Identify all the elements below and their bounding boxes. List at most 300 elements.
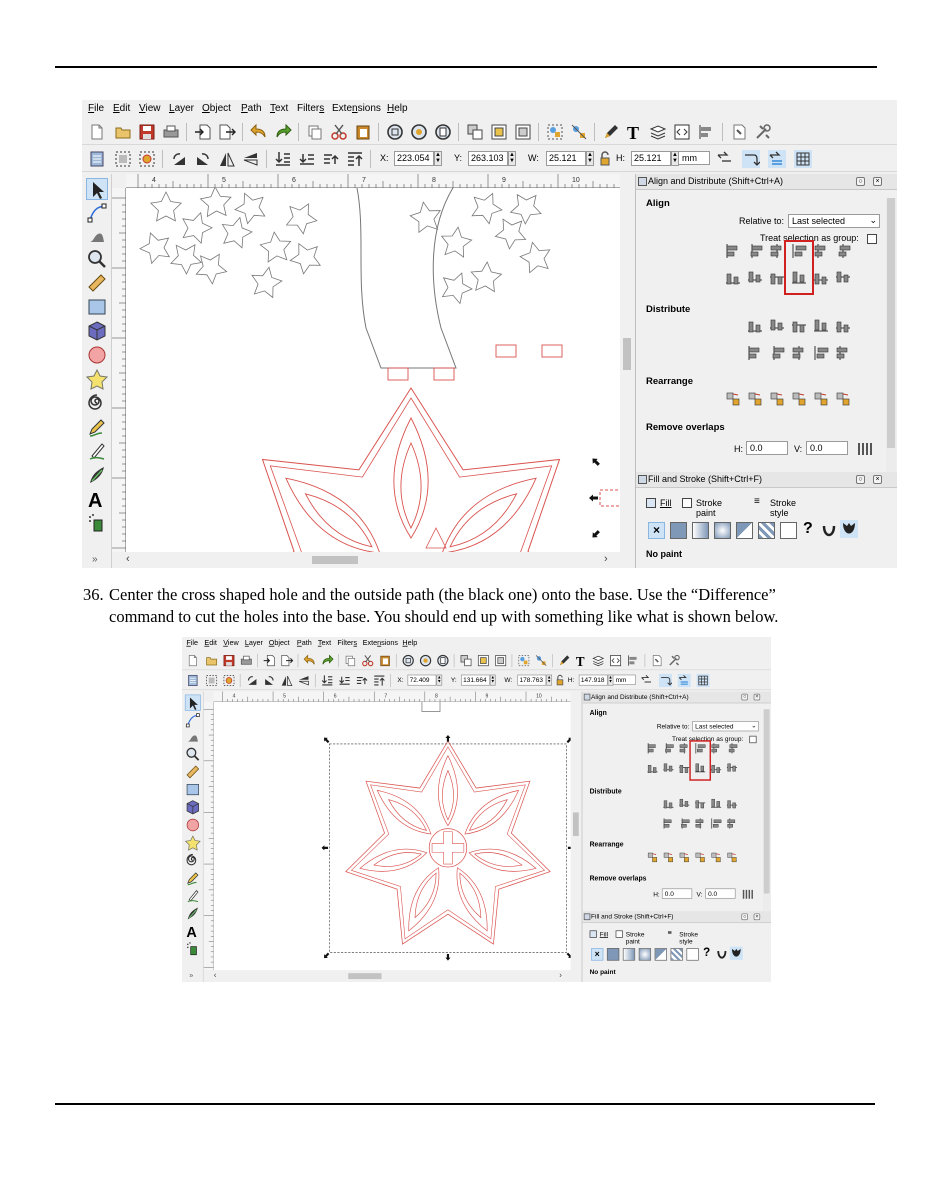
- w-input[interactable]: 25.121: [546, 151, 586, 166]
- scale-handle-bottom: [445, 954, 450, 961]
- distribute-row1-1-icon[interactable]: [746, 316, 764, 334]
- distribute-row1-2-icon[interactable]: [678, 796, 691, 809]
- vertical-scrollbar[interactable]: [620, 188, 634, 552]
- raise-icon[interactable]: [355, 674, 368, 687]
- fill-stroke-icon[interactable]: [602, 123, 620, 141]
- panel-close-icon[interactable]: ×: [755, 694, 759, 700]
- h-input[interactable]: 25.121: [631, 151, 671, 166]
- distribute-row2-3-icon[interactable]: [694, 817, 707, 830]
- move-patterns-icon[interactable]: [697, 674, 710, 687]
- distribute-row1-1-icon[interactable]: [662, 796, 675, 809]
- fill-panel-icon: [584, 913, 591, 920]
- unset-paint-icon[interactable]: ?: [703, 946, 711, 960]
- tab-fill[interactable]: Fill: [599, 930, 609, 938]
- menu-label-u: s: [319, 103, 325, 114]
- print-icon[interactable]: [162, 123, 180, 141]
- rectangle-tool-icon[interactable]: [185, 781, 201, 797]
- menu-label-u: L: [169, 103, 175, 114]
- tab-stroke-paint[interactable]: Stroke paint: [696, 498, 723, 518]
- no-paint-icon[interactable]: ×: [648, 522, 665, 539]
- v-gap-input[interactable]: [705, 888, 735, 898]
- panel-iconify-icon[interactable]: ○: [856, 177, 865, 186]
- v-gap-input[interactable]: [806, 441, 848, 455]
- no-paint-icon[interactable]: ×: [591, 948, 603, 961]
- paste-icon[interactable]: [354, 123, 372, 141]
- mesh-gradient-icon[interactable]: [655, 948, 667, 961]
- drawing-canvas[interactable]: [214, 702, 571, 970]
- menu-path[interactable]: [241, 103, 262, 114]
- spiral-tool-icon[interactable]: [185, 852, 201, 868]
- menu-view[interactable]: [223, 639, 239, 647]
- scroll-right-arrow-icon[interactable]: ›: [604, 553, 608, 565]
- h-gap-input[interactable]: [746, 441, 788, 455]
- star-tool-icon[interactable]: [185, 835, 201, 851]
- h-input[interactable]: 147.918: [579, 675, 608, 686]
- menu-label-post: ile: [190, 639, 198, 648]
- swatch-icon[interactable]: [686, 948, 698, 961]
- xml-editor-icon[interactable]: [609, 654, 622, 667]
- treat-as-group-checkbox[interactable]: [749, 736, 756, 743]
- align-row2-1-icon[interactable]: [646, 761, 659, 774]
- stroke-scale-icon[interactable]: [640, 674, 653, 687]
- x-spinner-icon[interactable]: ▲ ▼: [437, 675, 442, 685]
- rearrange-row1-3-icon[interactable]: [768, 390, 786, 408]
- treat-as-group-checkbox[interactable]: [867, 234, 877, 244]
- raise-icon[interactable]: [322, 150, 340, 168]
- dock-scroll-thumb[interactable]: [764, 709, 770, 893]
- import-icon[interactable]: [194, 123, 212, 141]
- w-spinner-icon[interactable]: ▲ ▼: [546, 675, 552, 685]
- distribute-row2-4-icon[interactable]: [710, 817, 723, 830]
- menu-label-pre: Exte: [362, 639, 378, 648]
- menu-label-u: O: [268, 639, 275, 648]
- align-row2-6-icon[interactable]: [834, 268, 852, 286]
- xml-editor-icon[interactable]: [673, 123, 691, 141]
- zoom-drawing-icon[interactable]: [410, 123, 428, 141]
- align-row1-5-icon[interactable]: [812, 242, 830, 260]
- pen-tool-icon[interactable]: [86, 440, 108, 462]
- distribute-row2-2-icon[interactable]: [678, 817, 691, 830]
- h-gap-value: 0.0: [750, 443, 763, 453]
- rotate-ccw-icon[interactable]: [170, 150, 188, 168]
- align-row1-1-icon[interactable]: [724, 242, 742, 260]
- relative-to-select[interactable]: [788, 214, 880, 228]
- raise-to-top-icon[interactable]: [346, 150, 364, 168]
- radial-gradient-icon[interactable]: [639, 948, 651, 961]
- distribute-row1-4-icon[interactable]: [710, 796, 723, 809]
- measure-tool-icon[interactable]: [185, 764, 201, 780]
- selector-tool-icon[interactable]: [185, 695, 201, 711]
- menu-view[interactable]: [139, 103, 161, 114]
- measure-tool-icon[interactable]: [86, 272, 108, 294]
- w-spinner-icon[interactable]: ▲ ▼: [587, 152, 593, 164]
- panel-iconify-icon[interactable]: ○: [856, 475, 865, 484]
- menu-filters[interactable]: [337, 639, 357, 647]
- y-input[interactable]: 131.664: [461, 675, 490, 686]
- group-icon[interactable]: [517, 654, 530, 667]
- dock-scrollbar[interactable]: [763, 709, 770, 923]
- align-distribute-icon[interactable]: [626, 654, 639, 667]
- menu-file[interactable]: [186, 639, 198, 647]
- text-tool-icon[interactable]: [86, 488, 108, 510]
- remove-overlaps-icon[interactable]: [741, 888, 754, 901]
- rearrange-row1-2-icon[interactable]: [662, 851, 675, 864]
- ruler-corner: [112, 174, 126, 188]
- h-spinner-icon[interactable]: ▲ ▼: [608, 675, 613, 685]
- lower-to-bottom-icon[interactable]: [321, 674, 334, 687]
- redo-icon[interactable]: [274, 123, 292, 141]
- rearrange-row1-1-icon[interactable]: [646, 851, 659, 864]
- rearrange-row1-1-icon[interactable]: [724, 390, 742, 408]
- leaf-outline: [140, 233, 169, 263]
- relative-to-value: Last selected: [695, 722, 734, 730]
- pencil-tool-icon[interactable]: [185, 870, 201, 886]
- distribute-row2-1-icon[interactable]: [746, 344, 764, 362]
- zoom-selection-icon[interactable]: [386, 123, 404, 141]
- select-all-icon[interactable]: [186, 674, 199, 687]
- rotate-cw-icon[interactable]: [263, 674, 276, 687]
- flat-color-icon[interactable]: [670, 522, 687, 539]
- align-row2-2-icon[interactable]: [746, 268, 764, 286]
- mesh-gradient-icon[interactable]: [736, 522, 753, 539]
- align-heading: Align: [589, 709, 607, 718]
- leaf-outline: [443, 273, 473, 303]
- vertical-scrollbar[interactable]: [571, 702, 581, 970]
- menu-help[interactable]: [387, 103, 408, 114]
- pattern-icon[interactable]: [671, 948, 683, 961]
- distribute-row2-4-icon[interactable]: [812, 344, 830, 362]
- align-row1-5-icon[interactable]: [710, 742, 723, 755]
- menu-file[interactable]: [88, 103, 104, 114]
- rearrange-row1-2-icon[interactable]: [746, 390, 764, 408]
- node-tool-icon[interactable]: [86, 202, 108, 224]
- scale-corners-icon[interactable]: [742, 150, 760, 168]
- scale-corners-icon[interactable]: [659, 674, 672, 687]
- menu-layer[interactable]: [245, 639, 263, 647]
- lower-icon[interactable]: [338, 674, 351, 687]
- ellipse-tool-icon[interactable]: [185, 817, 201, 833]
- dock-scroll-thumb[interactable]: [887, 198, 895, 448]
- save-icon[interactable]: [222, 654, 235, 667]
- preferences-icon[interactable]: [668, 654, 681, 667]
- rearrange-row1-6-icon[interactable]: [834, 390, 852, 408]
- panel-close-icon[interactable]: ×: [755, 914, 759, 920]
- clone-icon[interactable]: [477, 654, 490, 667]
- pattern-icon[interactable]: [758, 522, 775, 539]
- panel-iconify-icon[interactable]: ○: [743, 914, 747, 920]
- scroll-left-arrow-icon[interactable]: ‹: [213, 970, 217, 980]
- align-row1-1-icon[interactable]: [646, 742, 659, 755]
- align-row2-2-icon[interactable]: [662, 761, 675, 774]
- scroll-right-arrow-icon[interactable]: ›: [559, 970, 562, 980]
- rotate-ccw-icon[interactable]: [246, 674, 259, 687]
- text-tool-icon[interactable]: [185, 923, 201, 939]
- distribute-row1-3-icon[interactable]: [790, 316, 808, 334]
- radial-gradient-icon[interactable]: [714, 522, 731, 539]
- open-folder-icon[interactable]: [205, 654, 218, 667]
- expand-toolbox-icon[interactable]: »: [189, 971, 194, 980]
- undo-icon[interactable]: [303, 654, 316, 667]
- menu-extensions[interactable]: [332, 103, 381, 114]
- menu-edit[interactable]: [204, 639, 216, 647]
- rearrange-row1-5-icon[interactable]: [812, 390, 830, 408]
- vertical-scroll-thumb[interactable]: [623, 338, 631, 370]
- panel-iconify-icon[interactable]: ○: [743, 694, 747, 700]
- align-panel-titlebar: [636, 174, 897, 190]
- new-document-icon[interactable]: [186, 654, 199, 667]
- rearrange-row1-3-icon[interactable]: [678, 851, 691, 864]
- fill-rule-nonzero-icon[interactable]: [730, 947, 743, 960]
- ungroup-icon[interactable]: [570, 123, 588, 141]
- box3d-tool-icon[interactable]: [185, 799, 201, 815]
- expand-toolbox-icon[interactable]: »: [92, 554, 98, 565]
- box3d-tool-icon[interactable]: [86, 320, 108, 342]
- group-icon[interactable]: [546, 123, 564, 141]
- redo-icon[interactable]: [321, 654, 334, 667]
- panel-close-icon[interactable]: ×: [873, 177, 882, 186]
- distribute-row1-5-icon[interactable]: [834, 316, 852, 334]
- deselect-icon[interactable]: [138, 150, 156, 168]
- spiral-tool-icon[interactable]: [86, 392, 108, 414]
- menu-object[interactable]: [202, 103, 231, 114]
- menu-filters[interactable]: [297, 103, 324, 114]
- h-gap-input[interactable]: [662, 888, 692, 898]
- raise-to-top-icon[interactable]: [373, 674, 386, 687]
- horizontal-scrollbar[interactable]: [112, 552, 634, 568]
- leaf-outline: [520, 242, 550, 272]
- cut-icon[interactable]: [361, 654, 374, 667]
- x-spinner-icon[interactable]: ▲ ▼: [435, 152, 441, 164]
- tab-stroke-style[interactable]: Stroke style: [679, 930, 699, 946]
- align-row1-6-icon[interactable]: [834, 242, 852, 260]
- ungroup-icon[interactable]: [535, 654, 548, 667]
- document-properties-icon[interactable]: [730, 123, 748, 141]
- remove-overlaps-heading: Remove overlaps: [589, 874, 647, 883]
- document-properties-icon[interactable]: [650, 654, 663, 667]
- zoom-page-icon[interactable]: [434, 123, 452, 141]
- horizontal-scroll-thumb[interactable]: [312, 556, 358, 564]
- fill-rule-nonzero-icon[interactable]: [840, 520, 858, 538]
- calligraphy-tool-icon[interactable]: [185, 905, 201, 921]
- export-icon[interactable]: [218, 123, 236, 141]
- menu-text[interactable]: [318, 639, 331, 647]
- step-number: 36.: [83, 585, 104, 604]
- tab-stroke-paint[interactable]: Stroke paint: [625, 930, 645, 946]
- leaf-outline: [410, 202, 440, 232]
- center-on-axes-highlight: [689, 740, 711, 781]
- paint-status: No paint: [646, 549, 682, 559]
- menu-label-u: H: [387, 103, 395, 114]
- lower-to-bottom-icon[interactable]: [274, 150, 292, 168]
- align-heading: Align: [646, 198, 670, 209]
- deselect-icon[interactable]: [222, 674, 235, 687]
- distribute-row2-5-icon[interactable]: [834, 344, 852, 362]
- distribute-row2-1-icon[interactable]: [662, 817, 675, 830]
- ruler-corner: [204, 692, 214, 702]
- select-all-layers-icon[interactable]: [205, 674, 218, 687]
- horizontal-scrollbar[interactable]: [204, 970, 581, 982]
- scale-handle-left: [321, 845, 328, 850]
- clone-icon[interactable]: [490, 123, 508, 141]
- menu-help[interactable]: [402, 639, 417, 647]
- distribute-row1-5-icon[interactable]: [725, 796, 738, 809]
- unlink-clone-icon[interactable]: [494, 654, 507, 667]
- align-row2-6-icon[interactable]: [725, 761, 738, 774]
- copy-icon[interactable]: [344, 654, 357, 667]
- spray-tool-icon[interactable]: [86, 512, 108, 534]
- move-gradients-icon[interactable]: [768, 150, 786, 168]
- w-label: W:: [504, 676, 513, 684]
- distribute-heading: Distribute: [589, 787, 622, 796]
- cut-icon[interactable]: [330, 123, 348, 141]
- tab-fill[interactable]: Fill: [660, 498, 672, 508]
- calligraphy-tool-icon[interactable]: [86, 464, 108, 486]
- unset-paint-icon[interactable]: ?: [803, 520, 813, 537]
- menu-text[interactable]: [270, 103, 288, 114]
- treat-as-group-label: Treat selection as group:: [671, 735, 744, 743]
- menu-extensions[interactable]: [363, 639, 398, 647]
- flip-horizontal-icon[interactable]: [280, 674, 293, 687]
- align-row2-1-icon[interactable]: [724, 268, 742, 286]
- distribute-row1-4-icon[interactable]: [812, 316, 830, 334]
- select-all-icon[interactable]: [88, 150, 106, 168]
- rearrange-row1-4-icon[interactable]: [694, 851, 707, 864]
- dock-scrollbar[interactable]: [886, 198, 896, 488]
- spray-tool-icon[interactable]: [185, 941, 201, 957]
- distribute-row1-3-icon[interactable]: [694, 796, 707, 809]
- paste-icon[interactable]: [379, 654, 392, 667]
- unit-select[interactable]: [678, 151, 710, 165]
- distribute-row1-2-icon[interactable]: [768, 316, 786, 334]
- zoom-selection-icon[interactable]: [402, 654, 415, 667]
- flip-horizontal-icon[interactable]: [218, 150, 236, 168]
- linear-gradient-icon[interactable]: [623, 948, 635, 961]
- y-spinner-icon[interactable]: ▲ ▼: [490, 675, 495, 685]
- export-icon[interactable]: [280, 654, 293, 667]
- lock-ratio-icon[interactable]: [553, 674, 566, 687]
- canvas-artwork: [126, 188, 620, 552]
- flip-vertical-icon[interactable]: [298, 674, 311, 687]
- scale-handle-bottom-left: [590, 529, 601, 540]
- tweak-tool-icon[interactable]: [185, 728, 201, 744]
- relative-to-select[interactable]: [692, 721, 758, 731]
- zoom-drawing-icon[interactable]: [419, 654, 432, 667]
- unit-select[interactable]: [613, 675, 636, 685]
- fill-rule-evenodd-icon[interactable]: [820, 522, 838, 540]
- rearrange-row1-6-icon[interactable]: [725, 851, 738, 864]
- remove-overlaps-icon[interactable]: [856, 440, 874, 458]
- menu-object[interactable]: [269, 639, 290, 647]
- rectangle-tool-icon[interactable]: [86, 296, 108, 318]
- distribute-row2-5-icon[interactable]: [725, 817, 738, 830]
- panel-close-icon[interactable]: ×: [873, 475, 882, 484]
- x-input[interactable]: 223.054: [394, 151, 434, 166]
- w-input[interactable]: 178.763: [517, 675, 546, 686]
- rearrange-row1-5-icon[interactable]: [710, 851, 723, 864]
- text-font-icon[interactable]: [625, 123, 643, 141]
- lower-icon[interactable]: [298, 150, 316, 168]
- ellipse-tool-icon[interactable]: [86, 344, 108, 366]
- undo-icon[interactable]: [250, 123, 268, 141]
- y-input[interactable]: 263.103: [468, 151, 508, 166]
- selector-tool-icon[interactable]: [86, 178, 108, 200]
- rearrange-row1-4-icon[interactable]: [790, 390, 808, 408]
- pencil-tool-icon[interactable]: [86, 416, 108, 438]
- star-tool-icon[interactable]: [86, 368, 108, 390]
- move-gradients-icon[interactable]: [678, 674, 691, 687]
- vertical-scroll-thumb[interactable]: [573, 812, 579, 836]
- select-all-layers-icon[interactable]: [114, 150, 132, 168]
- zoom-tool-icon[interactable]: [86, 248, 108, 270]
- unlink-clone-icon[interactable]: [514, 123, 532, 141]
- copy-icon[interactable]: [306, 123, 324, 141]
- tab-stroke-style[interactable]: Stroke style: [770, 498, 797, 518]
- drawing-canvas[interactable]: [126, 188, 620, 552]
- move-patterns-icon[interactable]: [794, 150, 812, 168]
- fill-rule-evenodd-icon[interactable]: [715, 948, 728, 961]
- align-row2-5-icon[interactable]: [812, 268, 830, 286]
- ruler-label: 9: [502, 177, 506, 184]
- new-document-icon[interactable]: [88, 123, 106, 141]
- distribute-row2-3-icon[interactable]: [790, 344, 808, 362]
- fill-stroke-icon[interactable]: [558, 654, 571, 667]
- pen-tool-icon[interactable]: [185, 888, 201, 904]
- import-icon[interactable]: [263, 654, 276, 667]
- preferences-icon[interactable]: [754, 123, 772, 141]
- flat-color-icon[interactable]: [607, 948, 619, 961]
- align-row1-6-icon[interactable]: [725, 742, 738, 755]
- menu-layer[interactable]: [169, 103, 194, 114]
- ruler-label: 6: [333, 693, 337, 700]
- flip-vertical-icon[interactable]: [242, 150, 260, 168]
- zoom-tool-icon[interactable]: [185, 746, 201, 762]
- stroke-scale-icon[interactable]: [716, 150, 734, 168]
- text-font-icon[interactable]: [574, 654, 587, 667]
- zoom-page-icon[interactable]: [436, 654, 449, 667]
- x-input[interactable]: 72.409: [407, 675, 436, 686]
- open-folder-icon[interactable]: [114, 123, 132, 141]
- distribute-row2-2-icon[interactable]: [768, 344, 786, 362]
- menu-label-u: T: [317, 639, 322, 648]
- linear-gradient-icon[interactable]: [692, 522, 709, 539]
- menu-bar: [82, 100, 897, 118]
- swatch-icon[interactable]: [780, 522, 797, 539]
- screenshot-content: [82, 100, 897, 568]
- save-icon[interactable]: [138, 123, 156, 141]
- layers-icon[interactable]: [649, 123, 667, 141]
- lock-ratio-icon[interactable]: [596, 150, 614, 168]
- duplicate-icon[interactable]: [460, 654, 473, 667]
- duplicate-icon[interactable]: [466, 123, 484, 141]
- align-row1-2-icon[interactable]: [662, 742, 675, 755]
- scale-handle-left: [589, 495, 598, 502]
- rotate-cw-icon[interactable]: [194, 150, 212, 168]
- horizontal-scroll-thumb[interactable]: [348, 973, 381, 979]
- y-spinner-icon[interactable]: ▲ ▼: [509, 152, 515, 164]
- layers-icon[interactable]: [592, 654, 605, 667]
- menu-edit[interactable]: [113, 103, 130, 114]
- print-icon[interactable]: [240, 654, 253, 667]
- inkscape-screenshot-result: [182, 637, 771, 982]
- tweak-tool-icon[interactable]: [86, 224, 108, 246]
- align-distribute-icon[interactable]: [697, 123, 715, 141]
- h-spinner-icon[interactable]: ▲ ▼: [672, 152, 678, 164]
- menu-path[interactable]: [297, 639, 312, 647]
- node-tool-icon[interactable]: [185, 712, 201, 728]
- scroll-left-arrow-icon[interactable]: ‹: [126, 553, 130, 565]
- align-row1-2-icon[interactable]: [746, 242, 764, 260]
- align-row2-5-icon[interactable]: [710, 761, 723, 774]
